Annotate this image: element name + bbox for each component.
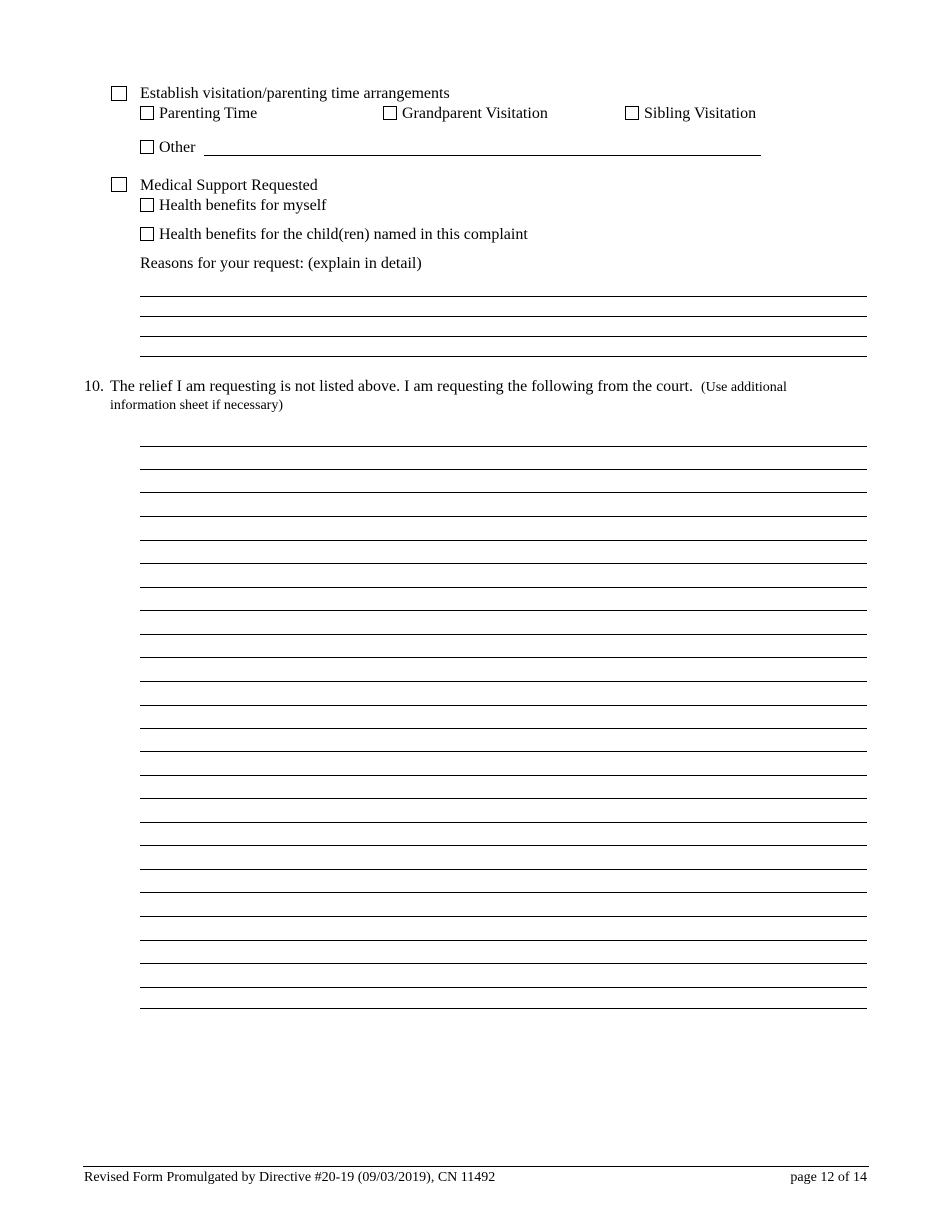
request-line[interactable] (140, 775, 867, 776)
reasons-line[interactable] (140, 336, 867, 337)
item10-number: 10. (84, 378, 104, 395)
request-line[interactable] (140, 987, 867, 988)
health-benefits-myself-option[interactable] (140, 197, 327, 215)
request-line[interactable] (140, 916, 867, 917)
item10-note-part2: information sheet if necessary) (110, 398, 283, 413)
reasons-label: Reasons for your request: (explain in detail) (140, 255, 422, 272)
item10-text-line1 (110, 378, 787, 396)
sibling-visitation-label: Sibling Visitation (644, 105, 757, 122)
health-benefits-children-label: Health benefits for the child(ren) named in this complaint (159, 226, 528, 243)
grandparent-visitation-checkbox[interactable] (383, 106, 397, 120)
request-line[interactable] (140, 845, 867, 846)
health-benefits-children-option[interactable] (140, 226, 528, 244)
health-benefits-myself-checkbox[interactable] (140, 198, 154, 212)
request-line[interactable] (140, 892, 867, 893)
grandparent-visitation-label: Grandparent Visitation (402, 105, 548, 122)
parenting-time-option[interactable] (140, 105, 257, 123)
request-line[interactable] (140, 1008, 867, 1009)
visitation-checkbox[interactable] (111, 86, 127, 101)
grandparent-visitation-option[interactable] (383, 105, 548, 123)
visitation-heading: Establish visitation/parenting time arrangements (140, 85, 450, 102)
request-line[interactable] (140, 798, 867, 799)
health-benefits-myself-label: Health benefits for myself (159, 197, 327, 214)
footer-form-info: Revised Form Promulgated by Directive #20-19 (09/03/2019), CN 11492 (84, 1170, 496, 1185)
other-option[interactable] (140, 139, 195, 157)
request-line[interactable] (140, 446, 867, 447)
reasons-line[interactable] (140, 316, 867, 317)
request-line[interactable] (140, 681, 867, 682)
request-line[interactable] (140, 657, 867, 658)
item10-note-part1: (Use additional (700, 380, 787, 395)
reasons-line[interactable] (140, 356, 867, 357)
medical-checkbox[interactable] (111, 177, 127, 192)
footer-page-number: page 12 of 14 (790, 1170, 867, 1185)
request-line[interactable] (140, 516, 867, 517)
request-line[interactable] (140, 634, 867, 635)
sibling-visitation-checkbox[interactable] (625, 106, 639, 120)
request-line[interactable] (140, 492, 867, 493)
footer-rule (83, 1166, 869, 1167)
medical-heading: Medical Support Requested (140, 177, 318, 194)
health-benefits-children-checkbox[interactable] (140, 227, 154, 241)
other-fill-line[interactable] (204, 155, 761, 156)
parenting-time-label: Parenting Time (159, 105, 258, 122)
request-line[interactable] (140, 940, 867, 941)
request-line[interactable] (140, 963, 867, 964)
other-label: Other (159, 139, 196, 156)
request-line[interactable] (140, 869, 867, 870)
sibling-visitation-option[interactable] (625, 105, 756, 123)
request-line[interactable] (140, 563, 867, 564)
request-line[interactable] (140, 751, 867, 752)
request-line[interactable] (140, 587, 867, 588)
request-line[interactable] (140, 705, 867, 706)
request-line[interactable] (140, 610, 867, 611)
request-line[interactable] (140, 822, 867, 823)
other-checkbox[interactable] (140, 140, 154, 154)
item10-text: The relief I am requesting is not listed above. I am requesting the following from the court. (110, 378, 693, 395)
request-line[interactable] (140, 540, 867, 541)
request-line[interactable] (140, 469, 867, 470)
request-line[interactable] (140, 728, 867, 729)
parenting-time-checkbox[interactable] (140, 106, 154, 120)
reasons-line[interactable] (140, 296, 867, 297)
